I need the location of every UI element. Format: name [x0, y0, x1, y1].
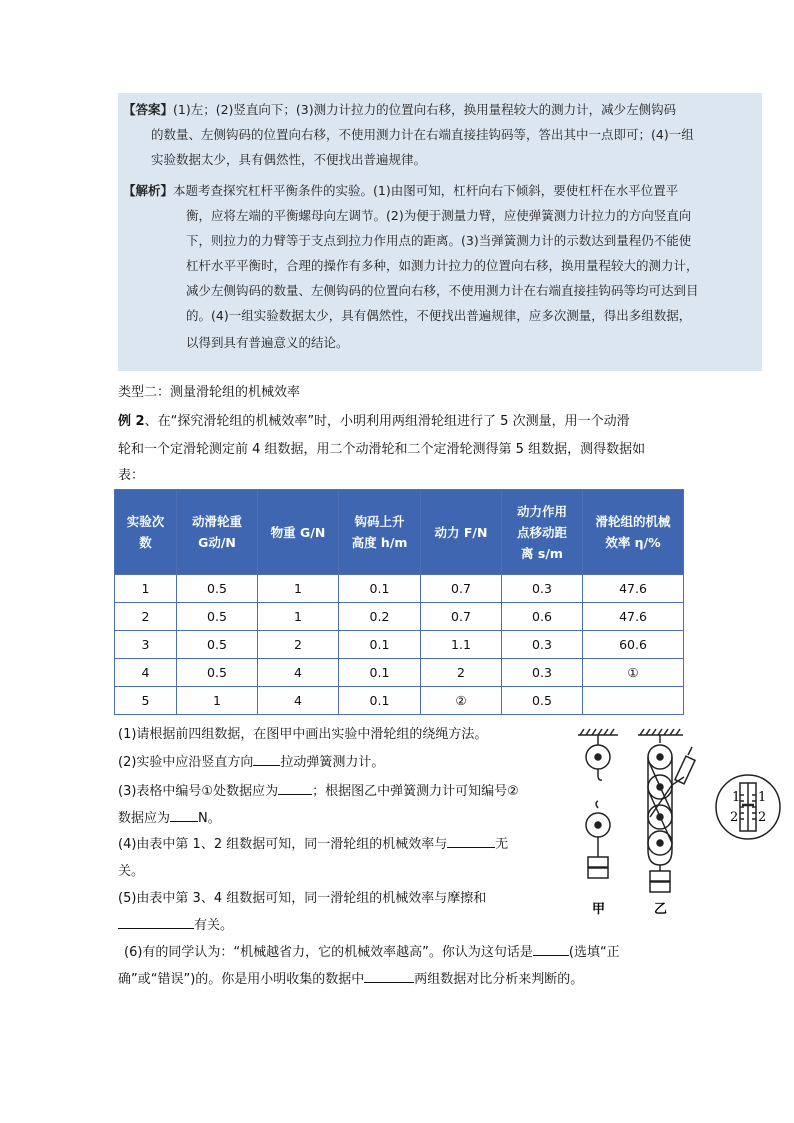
analysis-line-6: 的。(4)一组实验数据太少，具有偶然性，不便找出普遍规律，应多次测量，得出多组数据， — [186, 308, 692, 323]
answer-blank[interactable] — [170, 809, 198, 822]
header-force: 动力 F/N — [421, 490, 502, 575]
scale-label-top-right: 1 — [758, 790, 767, 805]
pulley-block-frame — [648, 757, 672, 865]
analysis-line-2: 衡，应将左端的平衡螺母向左调节。(2)为便于测量力臂，应使弹簧测力计拉力的方向竖直向 — [186, 208, 692, 223]
question-2: (2)实验中应沿竖直方向 拉动弹簧测力计。 — [118, 755, 385, 770]
question-3-line-2: 数据应为 N。 — [118, 811, 221, 826]
figure-label-yi: 乙 — [654, 902, 668, 917]
answer-blank[interactable] — [364, 970, 414, 983]
answer-line-1: 【答案】(1)左；(2)竖直向下；(3)测力计拉力的位置向右移，换用量程较大的测力计，减少左侧钩码 — [123, 102, 677, 117]
question-5-line-2: 有关。 — [118, 914, 233, 933]
answer-blank[interactable] — [118, 916, 194, 929]
answer-blank[interactable] — [253, 753, 280, 766]
analysis-line-4: 杠杆水平平衡时，合理的操作有多种，如测力计拉力的位置向右移，换用量程较大的测力计， — [186, 258, 699, 273]
answer-blank[interactable] — [533, 943, 569, 956]
example-line-3: 表： — [118, 468, 145, 483]
analysis-line-3: 下，则拉力的力臂等于支点到拉力作用点的距离。(3)当弹簧测力计的示数达到量程仍不能使 — [186, 233, 692, 248]
analysis-line-1: 【解析】本题考查探究杠杆平衡条件的实验。(1)由图可知，杠杆向右下倾斜，要使杠杆在水平位置平 — [123, 183, 679, 198]
header-trial: 实验次 数 — [115, 490, 177, 575]
header-height: 钩码上升 高度 h/m — [339, 490, 421, 575]
answer-line-3: 实验数据太少，具有偶然性，不便找出普遍规律。 — [151, 152, 427, 167]
figure-label-jia: 甲 — [592, 902, 606, 917]
table-row: 2 0.5 1 0.2 0.7 0.6 47.6 — [115, 603, 684, 631]
question-6-line-2: 确”或“错误”)的。你是用小明收集的数据中 两组数据对比分析来判断的。 — [118, 972, 584, 987]
pulley-figure — [568, 725, 794, 920]
answer-line-2: 的数量、左侧钩码的位置向右移，不使用测力计在右端直接挂钩码等，答出其中一点即可；(4)一组 — [151, 127, 694, 142]
question-1: (1)请根据前四组数据，在图甲中画出实验中滑轮组的绕绳方法。 — [118, 727, 488, 742]
table-row: 4 0.5 4 0.1 2 0.3 ① — [115, 659, 684, 687]
example-line-2: 轮和一个定滑轮测定前 4 组数据，用二个动滑轮和二个定滑轮测得第 5 组数据，测得数据如 — [118, 442, 646, 457]
scale-label-bottom-right: 2 — [758, 810, 767, 825]
header-pulley-weight: 动滑轮重 G动/N — [177, 490, 258, 575]
question-4-line-2: 关。 — [118, 864, 145, 879]
scale-label-top-left: 1 — [732, 790, 741, 805]
weight-right — [650, 882, 670, 892]
analysis-line-7: 以得到具有普遍意义的结论。 — [186, 335, 349, 350]
table-header-row — [115, 490, 684, 575]
table-row: 5 1 4 0.1 ② 0.5 — [115, 687, 684, 715]
section-title: 类型二：测量滑轮组的机械效率 — [118, 385, 301, 400]
weight-left — [588, 868, 608, 878]
answer-blank[interactable] — [447, 835, 495, 848]
table-row: 3 0.5 2 0.1 1.1 0.3 60.6 — [115, 631, 684, 659]
header-object-weight: 物重 G/N — [258, 490, 339, 575]
data-table — [114, 489, 684, 715]
spring-scale — [675, 756, 695, 784]
header-distance: 动力作用 点移动距 离 s/m — [502, 490, 583, 575]
analysis-tag: 【解析】 — [123, 183, 174, 198]
analysis-line-5: 减少左侧钩码的数量、左侧钩码的位置向右移，不使用测力计在右端直接挂钩码等均可达到目 — [186, 283, 699, 298]
header-efficiency: 滑轮组的机械 效率 η/% — [583, 490, 684, 575]
question-4-line-1: (4)由表中第 1、2 组数据可知，同一滑轮组的机械效率与 无 — [118, 837, 509, 852]
table-row: 1 0.5 1 0.1 0.7 0.3 47.6 — [115, 575, 684, 603]
example-line-1: 例 2、在“探究滑轮组的机械效率”时，小明利用两组滑轮组进行了 5 次测量，用一个动滑 — [118, 414, 630, 429]
question-3-line-1: (3)表格中编号①处数据应为 ；根据图乙中弹簧测力计可知编号② — [118, 784, 519, 799]
answer-blank[interactable] — [278, 782, 312, 795]
question-6-line-1: (6)有的同学认为：“机械越省力，它的机械效率越高”。你认为这句话是 (选填“正 — [124, 945, 620, 960]
pulley-diagram — [568, 725, 794, 920]
example-label: 例 2 — [118, 414, 145, 429]
scale-label-bottom-left: 2 — [730, 810, 739, 825]
answer-tag: 【答案】 — [123, 102, 174, 117]
question-5-line-1: (5)由表中第 3、4 组数据可知，同一滑轮组的机械效率与摩擦和 — [118, 891, 487, 906]
